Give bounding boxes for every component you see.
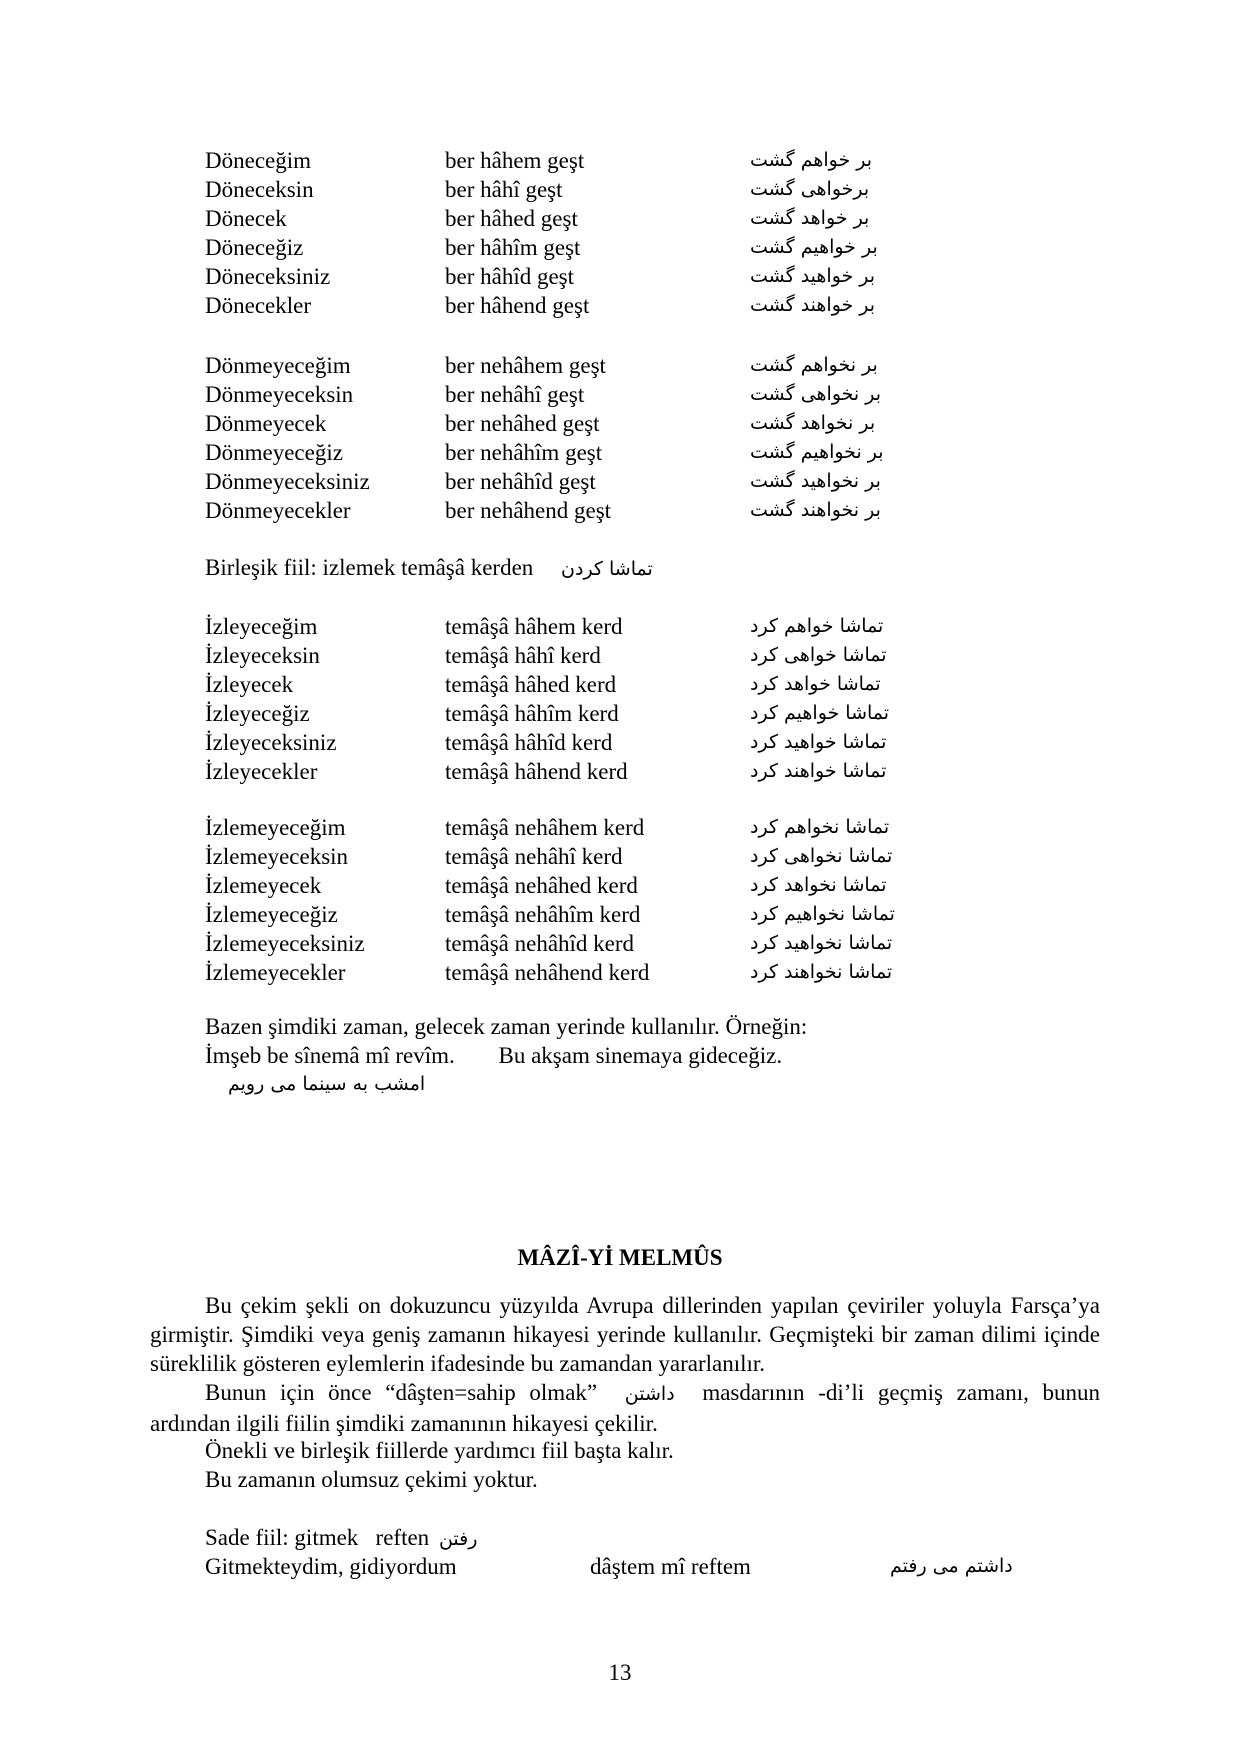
- section-title: MÂZÎ-Yİ MELMÛS: [517, 1245, 723, 1270]
- example-persian: امشب به سینما می رویم: [228, 1073, 426, 1095]
- paragraph: Önekli ve birleşik fiillerde yardımcı fiil başta kalır.: [205, 1438, 674, 1463]
- paragraph: Bunun için önce “dâşten=sahip olmak” داشتن masdarının -di’li geçmiş zamanı, bunun ardından ilgili fiilin şimdiki zamanının hikayesi çekilir.: [150, 1380, 1100, 1436]
- paragraph: Bu çekim şekli on dokuzuncu yüzyılda Avrupa dillerinden yapılan çeviriler yoluyla Farsça’ya girmiştir. Şimdiki veya geniş zamanın hikayesi yerinde kullanılır. Geçmişteki bir zaman dilimi içinde süreklilik gösteren eylemlerin ifadesinde bu zamandan yararlanılır.: [150, 1293, 1100, 1376]
- page-number: 13: [608, 1660, 632, 1685]
- example-intro: Bazen şimdiki zaman, gelecek zaman yerinde kullanılır. Örneğin:: [205, 1014, 808, 1039]
- simple-verb-line: Sade fiil: gitmek reften رفتن: [205, 1525, 478, 1550]
- document-page: Döneceğim ber hâhem geşt بر خواهم گشت Döneceksin ber hâhî geşt برخواهی گشت Dönecek ber hâhed geşt بر خواهد گشت Döneceğiz ber hâhîm geşt بر خواهیم گشت Döneceksiniz ber hâhîd geşt بر خواهید گشت Dönecekler ber hâhend geşt بر خواهند گشت Dönmeyeceğim ber nehâhem geşt بر نخواهم گشت Dönmeyeceksin ber nehâhî geşt بر نخواهی گشت Dönmeyecek ber nehâhed geşt بر نخواهد گشت Dönmeyeceğiz ber nehâhîm geşt بر نخواهیم گشت Dönmeyeceksiniz ber nehâhîd geşt بر نخواهید گشت Dönmeyecekler ber nehâhend geşt بر نخواهند گشت Birleşik fiil: izlemek temâşâ kerden تماشا کردن İzleyeceğim temâşâ hâhem kerd تماشا خواهم کرد İzleyeceksin temâşâ hâhî kerd تماشا خواهی کرد İzleyecek temâşâ hâhed kerd تماشا خواهد کرد İzleyeceğiz temâşâ hâhîm kerd تماشا خواهیم کرد İzleyeceksiniz temâşâ hâhîd kerd تماشا خواهید کرد İzleyecekler temâşâ hâhend kerd تماشا خواهند کرد İzlemeyeceğim temâşâ nehâhem kerd تماشا نخواهم کرد İzlemeyeceksin temâşâ nehâhî kerd تماشا نخواهی کرد İzlemeyecek temâşâ nehâhed kerd تماشا نخواهد کرد İzlemeyeceğiz temâşâ nehâhîm kerd تماشا نخواهیم کرد İzlemeyeceksiniz temâşâ nehâhîd kerd تماشا نخواهید کرد İzlemeyecekler temâşâ nehâhend kerd تماشا نخواهند کرد Bazen şimdiki zaman, gelecek zaman yerinde kullanılır. Örneğin: İmşeb be sînemâ mî revîm. Bu akşam sinemaya gideceğiz. امشب به سینما می رویم MÂZÎ-Yİ MELMÛS Bu çekim şekli on dokuzuncu yüzyılda Avrupa dillerinden yapılan çeviriler yoluyla Farsça’ya girmiştir. Şimdiki veya geniş zamanın hikayesi yerinde kullanılır. Geçmişteki bir zaman dilimi içinde süreklilik gösteren eylemlerin ifadesinde bu zamandan yararlanılır. Bunun için önce “dâşten=sahip olmak” داشتن masdarının -di’li geçmiş zamanı, bunun ardından ilgili fiilin şimdiki zamanının hikayesi çekilir. Önekli ve birleşik fiillerde yardımcı fiil başta kalır. Bu zamanın olumsuz çekimi yoktur. Sade fiil: gitmek reften رفتن Gitmekteydim, gidiyordum dâştem mî reftem داشتم می رفتم 13: [0, 0, 1240, 1755]
- compound-verb-line: Birleşik fiil: izlemek temâşâ kerden تماشا کردن: [205, 555, 653, 580]
- paragraph: Bu zamanın olumsuz çekimi yoktur.: [205, 1467, 538, 1492]
- example-sentence: İmşeb be sînemâ mî revîm. Bu akşam sinemaya gideceğiz.: [205, 1043, 783, 1068]
